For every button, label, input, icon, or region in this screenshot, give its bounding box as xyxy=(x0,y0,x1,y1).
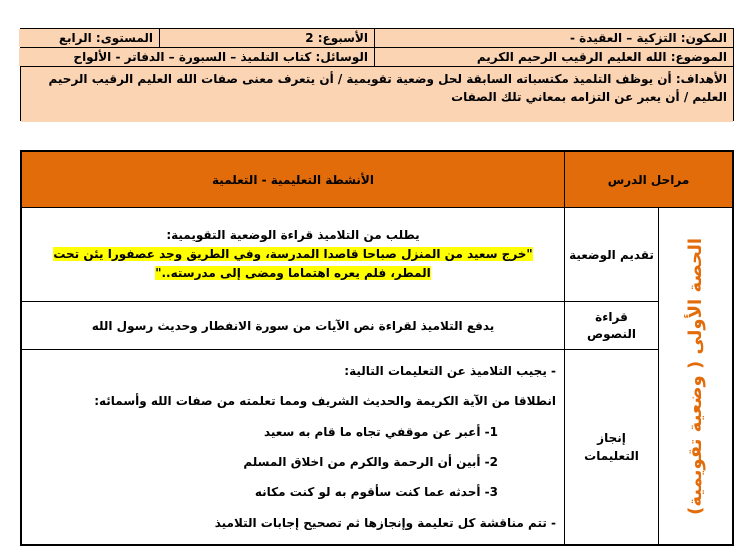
stage-cell-1 xyxy=(564,208,658,302)
session-label: الحصة الأولى ( وضعية تقويمية) xyxy=(685,237,706,515)
instruction-line: 2- أبين أن الرحمة والكرم من اخلاق المسلم xyxy=(243,455,498,470)
activities-header: الأنشطة التعليمية - التعلمية xyxy=(212,172,374,187)
instruction-line: 1- أعبر عن موقفي تجاه ما قام به سعيد xyxy=(263,424,498,439)
activity-cell-2 xyxy=(22,302,564,350)
stage-label: إنجاز التعليمات xyxy=(584,431,639,463)
lesson-stages-table xyxy=(20,150,734,546)
materials-cell xyxy=(19,48,374,66)
instruction-line: - يجيب التلاميذ عن التعليمات التالية: xyxy=(344,364,556,379)
stage-cell-2 xyxy=(564,302,658,350)
objectives-text: الأهداف: أن يوظف التلميذ مكتسباته السابقة لحل وضعية تقويمية / أن يتعرف معنى صفات الله العليم الرقيب الرحيم العليم / أن يعبر عن التزامه بمعاني تلك الصفات xyxy=(48,72,727,104)
level-text: المستوى: الرابع xyxy=(58,31,153,45)
stage-cell-3 xyxy=(564,350,658,544)
component-text: المكون: التزكية – العقيدة - xyxy=(570,31,727,45)
activity-cell-3 xyxy=(22,350,564,544)
week-text: الأسبوع: 2 xyxy=(305,31,368,45)
objectives-row xyxy=(21,67,733,122)
topic-text: الموضوع: الله العليم الرقيب الرحيم الكريم xyxy=(476,50,727,64)
header-row-2 xyxy=(21,48,733,67)
lesson-header-table xyxy=(20,28,734,121)
week-cell xyxy=(159,29,374,47)
situation-intro: يطلب من التلاميذ قراءة الوضعية التقويمية: xyxy=(166,228,420,242)
activities-header-cell xyxy=(22,152,564,208)
session-cell xyxy=(658,208,732,544)
header-row-1 xyxy=(21,29,733,48)
materials-text: الوسائل: كتاب التلميذ – السبورة – الدفاتر - الألواح xyxy=(73,50,368,64)
instruction-line: 3- أحدثه عما كنت سأقوم به لو كنت مكانه xyxy=(254,485,498,500)
stages-header-cell xyxy=(564,152,732,208)
activity-cell-1 xyxy=(22,208,564,302)
stage-label: قراءة النصوص xyxy=(586,309,636,341)
stage-label: تقديم الوضعية xyxy=(569,247,654,262)
stages-header: مراحل الدرس xyxy=(607,172,690,187)
reading-instruction: يدفع التلاميذ لقراءة نص الآيات من سورة الانفطار وحديث رسول الله xyxy=(91,318,495,333)
instruction-line: انطلاقا من الآية الكريمة والحديث الشريف ومما تعلمته من صفات الله وأسمائه: xyxy=(94,394,556,409)
component-cell xyxy=(374,29,733,47)
situation-text: "خرج سعيد من المنزل صباحا قاصدا المدرسة، وفي الطريق وجد عصفورا يئن تحت المطر، فلم يعره اهتماما ومضى إلى مدرسته.." xyxy=(53,247,533,280)
topic-cell xyxy=(374,48,733,66)
level-cell xyxy=(19,29,159,47)
instruction-line: - تتم مناقشة كل تعليمة وإنجازها ثم تصحيح إجابات التلاميذ xyxy=(214,515,556,530)
